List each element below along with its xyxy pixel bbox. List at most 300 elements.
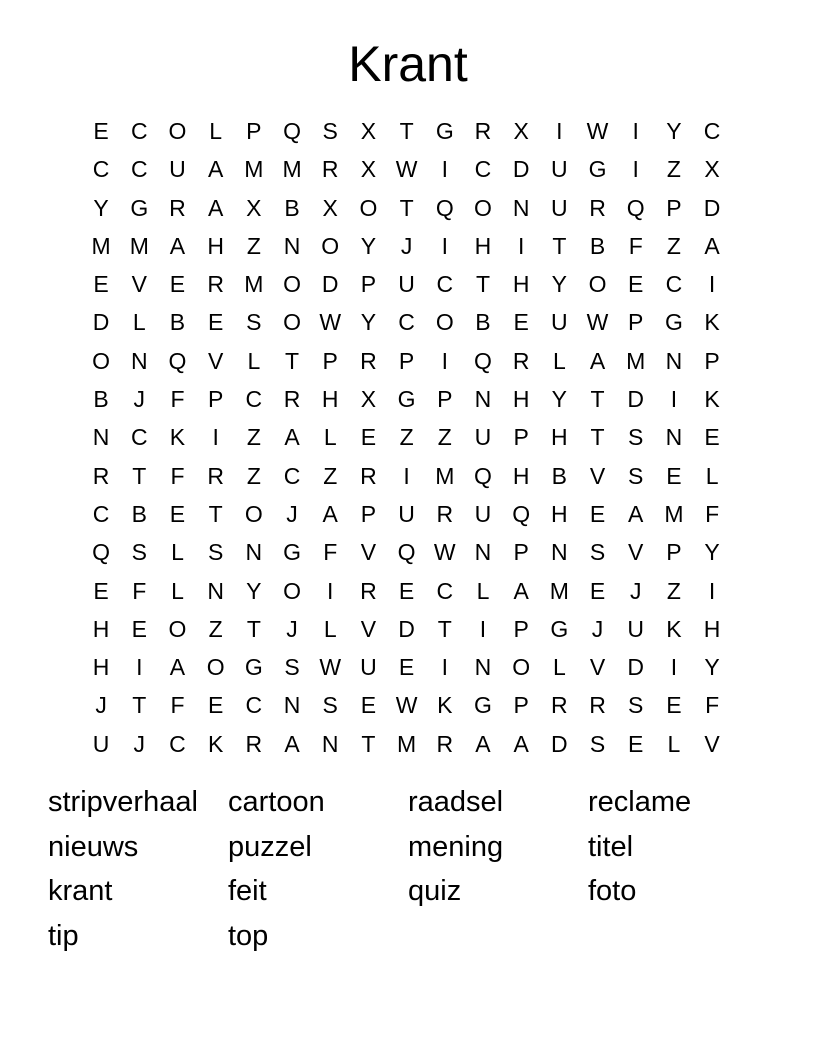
puzzle-title: Krant (348, 36, 468, 92)
grid-letter: I (708, 271, 716, 298)
grid-letter: Z (246, 424, 261, 451)
grid-letter: V (360, 615, 377, 642)
grid-letter: J (95, 692, 107, 719)
grid-letter: X (360, 386, 377, 413)
grid-letter: Y (551, 271, 568, 298)
grid-letter: S (322, 692, 338, 719)
grid-letter: U (627, 615, 645, 642)
grid-letter: M (91, 232, 111, 259)
grid-letter: C (92, 500, 110, 527)
grid-letter: P (628, 309, 644, 336)
grid-letter: S (628, 424, 644, 451)
grid-letter: E (207, 692, 224, 719)
grid-letter: I (212, 424, 219, 451)
grid-letter: R (207, 271, 224, 298)
grid-letter: L (247, 347, 261, 374)
grid-letter: Q (283, 118, 301, 144)
grid-letter: R (589, 692, 606, 719)
grid-letter: Q (474, 462, 492, 489)
grid-letter: B (93, 386, 109, 413)
grid-letter: T (361, 730, 376, 757)
grid-letter: K (207, 730, 224, 757)
grid-letter: E (666, 692, 682, 719)
grid-letter: S (628, 462, 644, 489)
grid-letter: E (93, 271, 109, 298)
grid-letter: E (169, 500, 186, 527)
grid-letter: R (360, 462, 377, 489)
grid-letter: L (552, 654, 566, 681)
grid-letter: G (130, 194, 149, 221)
grid-letter: J (400, 232, 413, 259)
grid-letter: S (589, 539, 606, 566)
grid-letter: E (207, 309, 224, 336)
grid-letter: E (513, 309, 529, 336)
grid-letter: V (704, 730, 720, 757)
grid-letter: J (629, 577, 642, 604)
grid-letter: E (93, 577, 109, 604)
grid-letter: D (92, 309, 110, 336)
grid-letter: H (207, 232, 224, 259)
grid-letter: O (244, 500, 263, 527)
grid-letter: N (512, 194, 530, 221)
grid-letter: P (513, 615, 529, 642)
grid-letter: N (665, 424, 683, 451)
grid-letter: T (475, 271, 490, 298)
grid-letter: S (131, 539, 147, 566)
grid-letter: R (283, 386, 301, 413)
grid-letter: D (398, 615, 415, 642)
grid-letter: S (589, 730, 606, 757)
grid-letter: D (512, 156, 530, 183)
grid-letter: N (474, 386, 492, 413)
grid-letter: W (395, 156, 418, 183)
grid-letter: Y (246, 577, 262, 604)
grid-letter: C (436, 577, 454, 604)
grid-letter: P (513, 692, 529, 719)
grid-letter: Z (437, 424, 452, 451)
grid-letter: E (666, 462, 682, 489)
grid-letter: C (245, 692, 263, 719)
grid-letter: H (512, 271, 530, 298)
grid-letter: V (628, 539, 644, 566)
grid-letter: R (92, 462, 110, 489)
grid-letter: A (284, 730, 300, 757)
grid-letter: F (170, 692, 185, 719)
grid-letter: N (474, 539, 492, 566)
grid-letter: H (512, 462, 530, 489)
grid-letter: H (321, 386, 339, 413)
grid-letter: U (474, 424, 492, 451)
grid-letter: P (704, 347, 720, 374)
grid-letter: O (588, 271, 607, 298)
grid-letter: P (360, 271, 377, 298)
grid-letter: Z (666, 232, 681, 259)
grid-letter: U (551, 309, 568, 336)
word-list-item: puzzel (228, 830, 312, 863)
grid-letter: B (169, 309, 186, 336)
grid-letter: C (436, 271, 454, 298)
grid-letter: J (286, 500, 298, 527)
grid-letter: M (282, 156, 302, 183)
grid-letter: F (132, 577, 147, 604)
grid-letter: G (244, 654, 263, 681)
grid-letter: I (556, 118, 563, 144)
grid-letter: W (586, 118, 609, 144)
grid-letter: V (589, 462, 606, 489)
grid-letter: O (512, 654, 531, 681)
grid-letter: O (474, 194, 492, 221)
grid-letter: I (670, 654, 678, 681)
grid-letter: W (319, 654, 342, 681)
grid-letter: C (92, 156, 110, 183)
grid-letter: O (206, 654, 225, 681)
grid-letter: P (666, 539, 682, 566)
grid-letter: L (476, 577, 490, 604)
grid-letter: M (626, 347, 646, 374)
grid-letter: L (132, 309, 146, 336)
grid-letter: Q (168, 347, 187, 374)
grid-letter: Z (666, 156, 681, 183)
grid-letter: N (207, 577, 224, 604)
grid-letter: I (632, 118, 639, 144)
grid-letter: D (627, 386, 645, 413)
grid-letter: F (170, 462, 185, 489)
grid-letter: J (286, 615, 298, 642)
grid-letter: P (513, 539, 529, 566)
grid-letter: L (323, 615, 337, 642)
grid-letter: H (551, 500, 568, 527)
grid-letter: P (246, 118, 262, 144)
grid-letter: W (319, 309, 342, 336)
grid-letter: I (441, 347, 448, 374)
grid-letter: R (436, 730, 454, 757)
grid-letter: Y (93, 194, 109, 221)
grid-letter: H (703, 615, 721, 642)
grid-letter: Z (399, 424, 414, 451)
grid-letter: H (474, 232, 492, 259)
grid-letter: T (246, 615, 261, 642)
grid-letter: N (283, 232, 301, 259)
grid-letter: G (474, 692, 492, 719)
grid-letter: J (133, 730, 146, 757)
grid-letter: O (359, 194, 378, 221)
grid-letter: O (168, 118, 187, 144)
grid-letter: Y (666, 118, 682, 144)
grid-letter: O (283, 271, 301, 298)
grid-letter: F (170, 386, 185, 413)
grid-letter: A (513, 577, 529, 604)
grid-letter: S (628, 692, 644, 719)
grid-letter: R (589, 194, 606, 221)
grid-letter: I (632, 156, 639, 183)
grid-letter: C (703, 118, 721, 144)
grid-letter: G (435, 118, 454, 144)
grid-letter: A (589, 347, 606, 374)
grid-letter: H (92, 615, 110, 642)
grid-letter: T (132, 692, 147, 719)
word-list-item: foto (588, 875, 637, 907)
grid-letter: M (549, 577, 569, 604)
grid-letter: T (437, 615, 452, 642)
grid-letter: A (169, 232, 186, 259)
grid-letter: Z (246, 462, 261, 489)
grid-letter: L (667, 730, 681, 757)
grid-letter: H (512, 386, 530, 413)
grid-letter: U (474, 500, 492, 527)
grid-letter: Y (704, 654, 720, 681)
grid-letter: C (130, 424, 148, 451)
grid-letter: E (628, 271, 644, 298)
grid-letter: S (246, 309, 262, 336)
grid-letter: I (670, 386, 678, 413)
grid-letter: E (131, 615, 147, 642)
grid-letter: L (323, 424, 337, 451)
grid-letter: M (397, 730, 417, 757)
grid-letter: C (130, 156, 148, 183)
grid-letter: G (397, 386, 416, 413)
grid-letter: O (435, 309, 454, 336)
grid-letter: K (437, 692, 453, 719)
grid-letter: B (475, 309, 491, 336)
grid-letter: A (169, 654, 186, 681)
grid-letter: C (474, 156, 492, 183)
grid-letter: O (283, 309, 301, 336)
grid-letter: O (92, 347, 111, 374)
grid-letter: L (171, 577, 184, 604)
grid-letter: Y (551, 386, 568, 413)
grid-letter: N (665, 347, 683, 374)
grid-letter: P (360, 500, 377, 527)
grid-letter: J (133, 386, 146, 413)
grid-letter: H (92, 654, 110, 681)
grid-letter: W (395, 692, 418, 719)
grid-letter: M (664, 500, 684, 527)
grid-letter: G (283, 539, 301, 566)
grid-letter: I (136, 654, 143, 681)
grid-letter: U (551, 156, 568, 183)
grid-letter: J (591, 615, 604, 642)
grid-letter: X (246, 194, 262, 221)
grid-letter: H (551, 424, 568, 451)
grid-letter: A (207, 156, 224, 183)
grid-letter: R (321, 156, 339, 183)
grid-letter: M (244, 156, 264, 183)
grid-letter: D (627, 654, 645, 681)
grid-letter: S (322, 118, 338, 144)
grid-letter: Q (626, 194, 645, 221)
grid-letter: C (283, 462, 301, 489)
grid-letter: K (666, 615, 682, 642)
grid-letter: U (92, 730, 110, 757)
grid-letter: M (435, 462, 455, 489)
grid-letter: Z (246, 232, 261, 259)
grid-letter: Q (474, 347, 492, 374)
grid-letter: Y (360, 232, 377, 259)
grid-letter: D (321, 271, 339, 298)
letter-grid (82, 112, 731, 763)
grid-letter: Y (704, 539, 720, 566)
grid-letter: E (360, 692, 377, 719)
grid-letter: C (665, 271, 683, 298)
grid-letter: S (284, 654, 300, 681)
grid-letter: R (512, 347, 530, 374)
grid-letter: V (589, 654, 606, 681)
grid-letter: K (704, 386, 720, 413)
grid-letter: I (403, 462, 410, 489)
grid-letter: L (705, 462, 719, 489)
grid-letter: X (360, 118, 377, 144)
grid-letter: P (513, 424, 529, 451)
word-list-item: titel (588, 830, 634, 863)
grid-letter: I (479, 615, 487, 642)
grid-letter: E (628, 730, 644, 757)
grid-letter: C (169, 730, 186, 757)
grid-letter: C (130, 118, 148, 144)
grid-letter: N (474, 654, 492, 681)
grid-letter: O (321, 232, 340, 259)
grid-letter: N (551, 539, 568, 566)
grid-letter: U (360, 654, 377, 681)
grid-letter: Y (360, 309, 377, 336)
grid-letter: N (130, 347, 148, 374)
grid-letter: Q (397, 539, 416, 566)
grid-letter: T (132, 462, 147, 489)
grid-letter: K (169, 424, 186, 451)
grid-letter: D (551, 730, 568, 757)
word-list-item: mening (408, 830, 504, 863)
grid-letter: U (398, 500, 415, 527)
grid-letter: Z (666, 577, 681, 604)
grid-letter: A (207, 194, 224, 221)
word-list-item: reclame (588, 786, 692, 818)
word-list-item: nieuws (48, 830, 139, 863)
grid-letter: R (436, 500, 454, 527)
grid-letter: X (704, 156, 720, 183)
grid-letter: C (245, 386, 263, 413)
grid-letter: I (517, 232, 525, 259)
grid-letter: X (322, 194, 338, 221)
grid-letter: C (398, 309, 415, 336)
grid-letter: F (323, 539, 338, 566)
grid-letter: D (703, 194, 721, 221)
grid-letter: K (704, 309, 720, 336)
grid-letter: L (209, 118, 223, 144)
grid-letter: S (207, 539, 224, 566)
grid-letter: P (322, 347, 338, 374)
grid-letter: O (168, 615, 187, 642)
grid-letter: V (131, 271, 147, 298)
grid-letter: A (322, 500, 338, 527)
grid-letter: N (321, 730, 339, 757)
grid-letter: T (208, 500, 223, 527)
grid-letter: I (441, 654, 448, 681)
word-list-item: top (228, 919, 269, 952)
grid-letter: E (398, 577, 415, 604)
word-list-item: stripverhaal (48, 786, 198, 818)
grid-letter: O (283, 577, 301, 604)
word-list (48, 780, 768, 958)
grid-letter: M (129, 232, 149, 259)
word-list-item: feit (228, 875, 267, 907)
grid-letter: R (245, 730, 263, 757)
grid-letter: Q (512, 500, 531, 527)
grid-letter: U (551, 194, 568, 221)
grid-letter: G (588, 156, 607, 183)
grid-letter: Q (435, 194, 454, 221)
grid-letter: T (590, 386, 605, 413)
grid-letter: P (207, 386, 224, 413)
word-list-item: quiz (408, 875, 462, 907)
grid-letter: N (245, 539, 263, 566)
word-list-item: krant (48, 875, 113, 907)
grid-letter: M (244, 271, 264, 298)
grid-letter: F (705, 692, 720, 719)
word-list-item: cartoon (228, 786, 325, 818)
grid-letter: G (550, 615, 569, 642)
grid-letter: A (513, 730, 529, 757)
grid-letter: E (589, 500, 606, 527)
grid-letter: E (704, 424, 720, 451)
grid-letter: E (360, 424, 377, 451)
grid-letter: T (285, 347, 300, 374)
grid-letter: R (169, 194, 186, 221)
grid-letter: F (628, 232, 643, 259)
grid-letter: E (169, 271, 186, 298)
grid-letter: N (92, 424, 110, 451)
grid-letter: T (552, 232, 567, 259)
grid-letter: W (586, 309, 609, 336)
grid-letter: A (284, 424, 300, 451)
grid-letter: Z (323, 462, 338, 489)
grid-letter: R (551, 692, 568, 719)
grid-letter: E (398, 654, 415, 681)
grid-letter: R (474, 118, 492, 144)
grid-letter: U (169, 156, 186, 183)
grid-letter: I (708, 577, 716, 604)
grid-letter: Z (208, 615, 223, 642)
grid-letter: A (704, 232, 720, 259)
word-list-item: tip (48, 919, 79, 952)
grid-letter: I (441, 232, 448, 259)
grid-letter: V (207, 347, 224, 374)
grid-letter: V (360, 539, 377, 566)
grid-letter: E (589, 577, 606, 604)
grid-letter: T (399, 118, 414, 144)
grid-letter: A (475, 730, 491, 757)
grid-letter: P (398, 347, 415, 374)
grid-letter: A (628, 500, 644, 527)
grid-letter: R (207, 462, 224, 489)
grid-letter: F (705, 500, 720, 527)
grid-letter: B (131, 500, 147, 527)
grid-letter: R (360, 577, 377, 604)
grid-letter: I (441, 156, 448, 183)
grid-letter: R (360, 347, 377, 374)
grid-letter: E (93, 118, 109, 144)
grid-letter: B (551, 462, 568, 489)
grid-letter: P (437, 386, 453, 413)
grid-letter: G (664, 309, 683, 336)
grid-letter: W (433, 539, 456, 566)
grid-letter: Q (92, 539, 111, 566)
grid-letter: I (327, 577, 334, 604)
grid-letter: L (171, 539, 184, 566)
grid-letter: T (590, 424, 605, 451)
grid-letter: X (513, 118, 529, 144)
grid-letter: X (360, 156, 377, 183)
grid-letter: B (589, 232, 606, 259)
grid-letter: B (284, 194, 300, 221)
